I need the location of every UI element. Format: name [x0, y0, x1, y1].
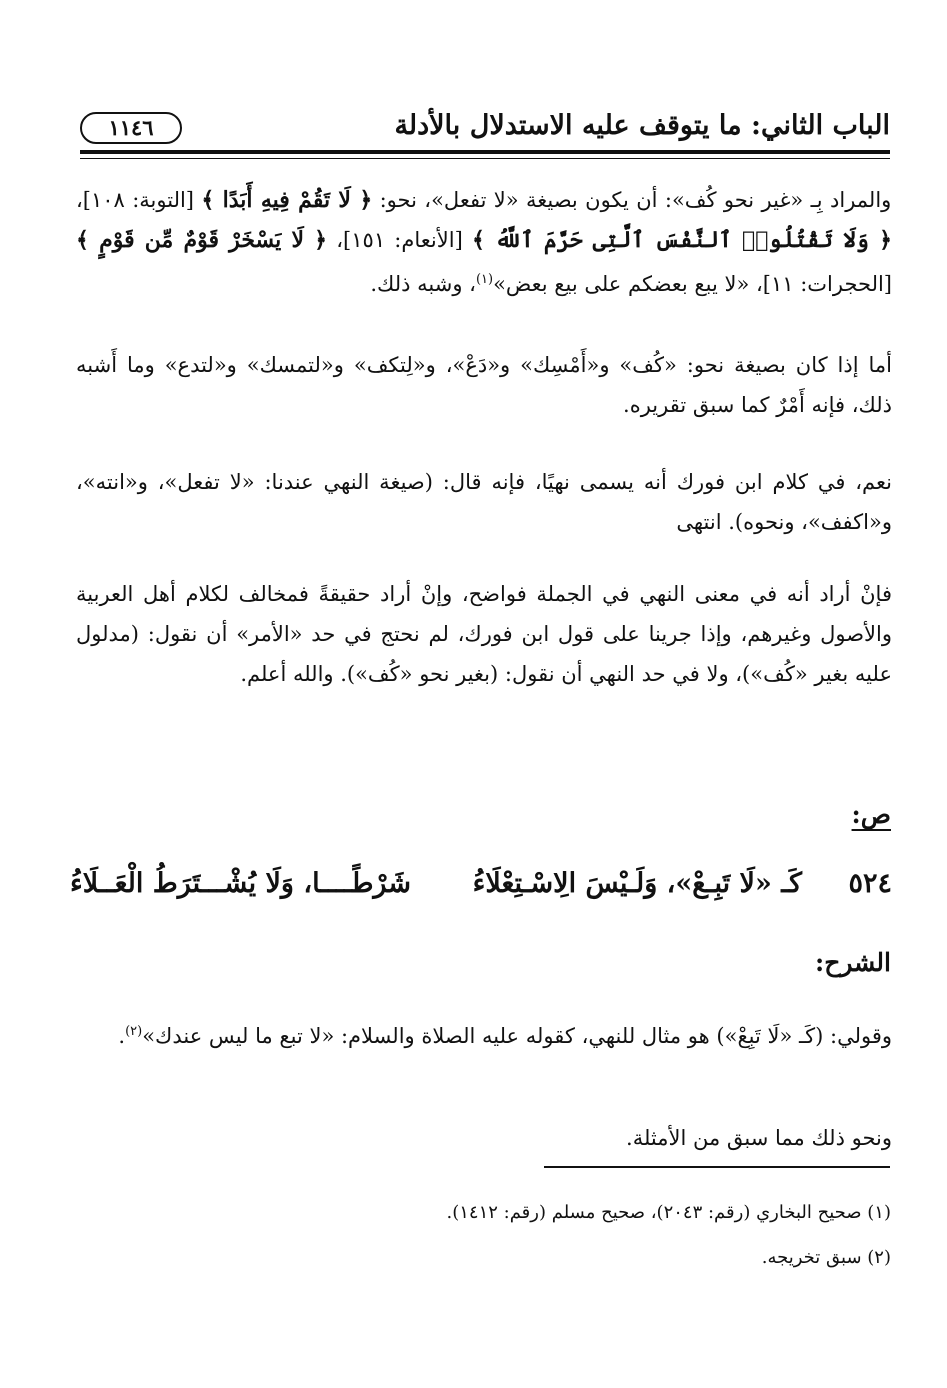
footnote-separator — [544, 1166, 890, 1168]
footnote-1: (١) صحيح البخاري (رقم: ٢٠٤٣)، صحيح مسلم (رقم: ١٤١٢). — [446, 1202, 891, 1223]
page-number-badge: ١١٤٦ — [80, 112, 182, 144]
p1-text-b: [التوبة: ١٠٨]، — [76, 188, 194, 212]
paragraph-5 — [76, 1012, 892, 1056]
p6-text: ونحو ذلك مما سبق من الأمثلة. — [626, 1126, 892, 1150]
chapter-title: الباب الثاني: ما يتوقف عليه الاستدلال بالأدلة — [394, 110, 890, 141]
p1-text-c: [الأنعام: ١٥١]، — [336, 228, 463, 252]
paragraph-3 — [76, 462, 892, 542]
footnote-ref-1: (١) — [475, 272, 494, 287]
paragraph-4 — [76, 574, 892, 694]
verse-second-hemistich: شَرْطًــــا، وَلَا يُشْـــتَرَطُ الْعَــلَاءُ — [70, 868, 411, 899]
verse-line — [70, 862, 892, 912]
p1-text-e: ، وشبه ذلك. — [370, 272, 476, 296]
p2-text: أما إذا كان بصيغة نحو: «كُف» و«أَمْسِك» و«دَعْ»، و«لِتكف» و«لتمسك» و«لتدع» وما أَشبه ذلك، فإنه أَمْرٌ كما سبق تقريره. — [76, 353, 892, 417]
p4-text: فإنْ أراد أنه في معنى النهي في الجملة فواضح، وإنْ أراد حقيقةً فمخالف لكلام أهل العربية والأصول وغيرهم، وإذا جرينا على قول ابن فورك، لم نحتج في حد «الأمر» أن نقول: (مدلول عليه بغير «كُف»)، ولا في حد النهي أن نقول: (بغير نحو «كُف»). والله أعلم. — [76, 582, 892, 686]
quran-quote-1: ﴿ لَا تَقُمْ فِيهِ أَبَدًا ﴾ — [201, 187, 373, 213]
page-header — [80, 108, 890, 150]
header-rule-thin — [80, 158, 890, 159]
header-rule-thick — [80, 150, 890, 154]
p5-text-b: . — [118, 1024, 126, 1048]
paragraph-6 — [76, 1118, 892, 1158]
p3-text: نعم، في كلام ابن فورك أنه يسمى نهيًا، فإنه قال: (صيغة النهي عندنا: «لا تفعل»، و«انته»، و«اكفف»، ونحوه). انتهى — [76, 470, 892, 534]
p1-text-d: [الحجرات: ١١]، «لا يبع بعضكم على بيع بعض» — [493, 272, 892, 296]
footnote-ref-2: (٢) — [125, 1024, 143, 1039]
sharh-label: الشرح: — [814, 948, 891, 977]
p5-text-a: وقولي: (كَـ «لَا تَبِعْ») هو مثال للنهي، كقوله عليه الصلاة والسلام: «لا تبع ما ليس عندك» — [142, 1024, 892, 1048]
matn-label: ص: — [851, 800, 891, 829]
p1-text-a: والمراد بِـ «غير نحو كُف»: أن يكون بصيغة «لا تفعل»، نحو: — [372, 188, 892, 212]
verse-number: ٥٢٤ — [848, 868, 892, 899]
quran-quote-3: ﴿ لَا يَسْخَرْ قَوْمٌ مِّن قَوْمٍ ﴾ — [76, 227, 328, 253]
paragraph-2 — [76, 345, 892, 425]
quran-quote-2: ﴿ وَلَا تَقْتُلُوا۟ ٱلنَّفْسَ ٱلَّتِى حَرَّمَ ٱللَّهُ ﴾ — [471, 227, 892, 253]
footnote-2: (٢) سبق تخريجه. — [761, 1247, 891, 1268]
verse-first-hemistich: كَـ «لَا تَبِـعْ»، وَلَـيْسَ الِاسْـتِعْلَاءُ — [472, 868, 802, 899]
paragraph-1 — [76, 180, 892, 304]
